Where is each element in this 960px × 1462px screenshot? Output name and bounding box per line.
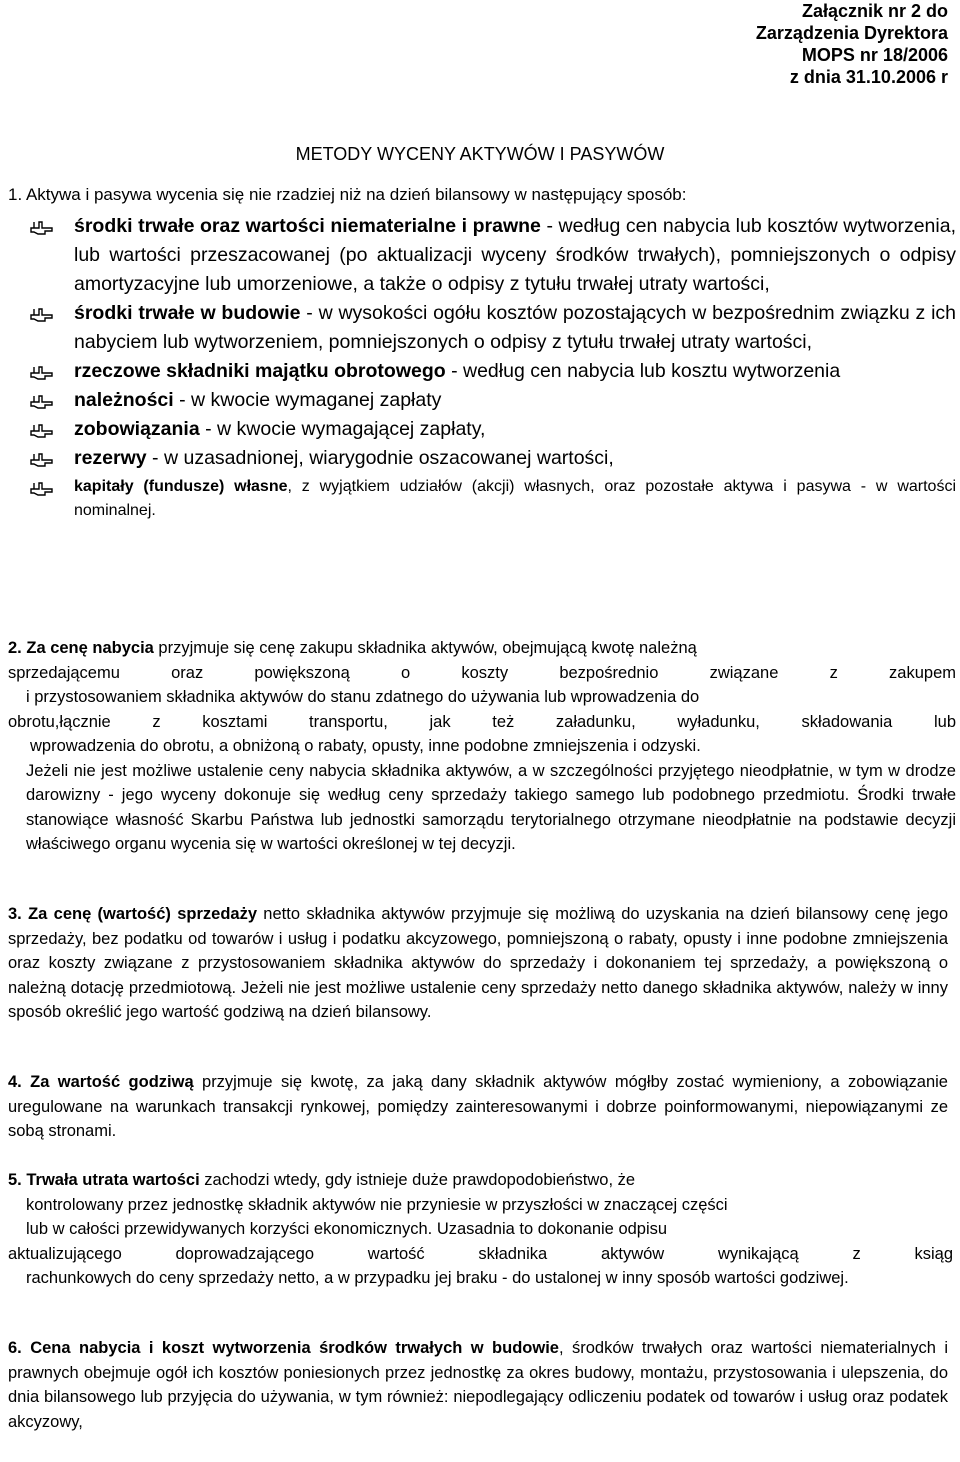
section-text: netto składnika aktywów przyjmuje się możliwą do uzyskania na dzień bilansowy cenę jego sprzedaży, bez podatku od towarów i usług i podatku akcyzowego, pomniejszoną o rabaty, opusty i inne podobne zmniejszenia oraz koszty związane z przystosowaniem składnika aktywów do sprzedaży i dokonaniem tej sprzedaży, a powiększoną o należną dotację przedmiotową. Jeżeli nie jest możliwe ustalenie ceny sprzedaży netto danego składnika aktywów, należy w inny sposób określić jego wartość godziwą na dzień bilansowy. bbox=[8, 905, 948, 1021]
section-4 bbox=[8, 1070, 948, 1144]
item-text: - w wysokości ogółu kosztów pozostających w bezpośrednim związku z ich nabyciem lub wytworzeniem, pomniejszonych o odpisy z tytułu trwałej utraty wartości, bbox=[74, 302, 956, 353]
section-term: Za cenę nabycia bbox=[26, 639, 154, 657]
section-text: , środków trwałych oraz wartości niematerialnych i prawnych obejmuje ogół ich kosztów poniesionych przez jednostkę za okres budowy, montażu, przystosowania i ulepszenia, do dnia bilansowego lub przyjęcia do używania, w tym również: niepodlegający odliczeniu podatek od towarów i usług oraz podatek akcyzowy, bbox=[8, 1339, 948, 1431]
section-term: Trwała utrata wartości bbox=[26, 1171, 200, 1189]
item-text: - w kwocie wymagającej zapłaty, bbox=[199, 418, 486, 440]
pointing-hand-icon bbox=[30, 364, 54, 382]
header-line: Załącznik nr 2 do bbox=[801, 1, 948, 21]
section-5-line: aktualizującego doprowadzającego wartość składnika aktywów wynikającą z ksiąg bbox=[8, 1244, 953, 1263]
section-number: 2. bbox=[8, 639, 22, 657]
list-item bbox=[30, 444, 956, 473]
section-number: 3. bbox=[8, 905, 22, 923]
pointing-hand-icon bbox=[30, 451, 54, 469]
list-item bbox=[30, 212, 956, 299]
list-item bbox=[30, 299, 956, 357]
section-3 bbox=[8, 902, 948, 1025]
section-2-line: i przystosowaniem składnika aktywów do stanu zdatnego do używania lub wprowadzenia do bbox=[26, 688, 700, 706]
attachment-header bbox=[756, 0, 948, 88]
item-term: rzeczowe składniki majątku obrotowego bbox=[74, 360, 446, 382]
item-text: , z wyjątkiem udziałów (akcji) własnych, oraz pozostałe aktywa i pasywa - w wartości nominalnej. bbox=[74, 478, 956, 519]
header-line: MOPS nr 18/2006 bbox=[801, 45, 948, 65]
section-2 bbox=[8, 636, 956, 857]
item-text: - według cen nabycia lub kosztów wytworzenia, lub wartości przeszacowanej (po aktualizacji wyceny środków trwałych), pomniejszonych o odpisy amortyzacyjne lub umorzeniowe, a także o odpisy z tytułu trwałej utraty wartości, bbox=[74, 215, 956, 295]
section-text: przyjmuje się cenę zakupu składnika aktywów, obejmującą kwotę należną bbox=[153, 639, 697, 657]
section-2-line: obrotu,łącznie z kosztami transportu, jak też załadunku, wyładunku, składowania lub bbox=[8, 712, 956, 731]
section-term: Cena nabycia i koszt wytworzenia środków trwałych w budowie bbox=[30, 1339, 559, 1357]
item-text: - według cen nabycia lub kosztu wytworzenia bbox=[445, 360, 841, 382]
section-number: 6. bbox=[8, 1339, 22, 1357]
list-item bbox=[30, 357, 956, 386]
item-term: należności bbox=[74, 389, 174, 411]
section-5 bbox=[8, 1168, 953, 1291]
list-item bbox=[30, 475, 956, 523]
item-term: kapitały (fundusze) własne bbox=[74, 478, 288, 495]
section-text: zachodzi wtedy, gdy istnieje duże prawdopodobieństwo, że bbox=[199, 1171, 636, 1189]
section-number: 4. bbox=[8, 1073, 22, 1091]
header-line: z dnia 31.10.2006 r bbox=[789, 67, 948, 87]
pointing-hand-icon bbox=[30, 306, 54, 324]
item-text: - w uzasadnionej, wiarygodnie oszacowanej wartości, bbox=[146, 447, 614, 469]
document-title: METODY WYCENY AKTYWÓW I PASYWÓW bbox=[295, 144, 665, 164]
section-term: Za wartość godziwą bbox=[30, 1073, 194, 1091]
section-5-line: lub w całości przewidywanych korzyści ekonomicznych. Uzasadnia to dokonanie odpisu bbox=[26, 1220, 668, 1238]
section-2-line: wprowadzenia do obrotu, a obniżoną o rabaty, opusty, inne podobne zmniejszenia i odzyski. bbox=[30, 737, 701, 755]
section-1-intro: 1. Aktywa i pasywa wycenia się nie rzadziej niż na dzień bilansowy w następujący sposób: bbox=[8, 185, 687, 204]
section-number: 5. bbox=[8, 1171, 22, 1189]
item-term: rezerwy bbox=[74, 447, 147, 469]
section-5-line bbox=[8, 1168, 953, 1193]
valuation-list bbox=[30, 212, 956, 523]
item-term: środki trwałe w budowie bbox=[74, 302, 301, 324]
section-2-line bbox=[8, 636, 956, 661]
list-item bbox=[30, 386, 956, 415]
section-6 bbox=[8, 1336, 948, 1434]
pointing-hand-icon bbox=[30, 480, 54, 498]
section-text: przyjmuje się kwotę, za jaką dany składnik aktywów mógłby zostać wymieniony, a zobowiązanie uregulowane na warunkach transakcji rynkowej, pomiędzy zainteresowanymi i dobrze poinformowanymi, niepowiązanymi ze sobą stronami. bbox=[8, 1073, 948, 1140]
pointing-hand-icon bbox=[30, 219, 54, 237]
section-2-line: Jeżeli nie jest możliwe ustalenie ceny nabycia składnika aktywów, a w szczególności przyjętego nieodpłatnie, w tym w drodze darowizny - jego wyceny dokonuje się według ceny sprzedaży takiego samego lub podobnego przedmiotu. Środki trwałe stanowiące własność Skarbu Państwa lub jednostki samorządu terytorialnego otrzymane nieodpłatnie na podstawie decyzji właściwego organu wycenia się w wartości określonej w tej decyzji. bbox=[26, 761, 956, 853]
section-2-line: sprzedającemu oraz powiększoną o koszty bezpośrednio związane z zakupem bbox=[8, 663, 956, 682]
list-item bbox=[30, 415, 956, 444]
item-term: środki trwałe oraz wartości niematerialne i prawne bbox=[74, 215, 541, 237]
header-line: Zarządzenia Dyrektora bbox=[755, 23, 948, 43]
item-term: zobowiązania bbox=[74, 418, 200, 440]
pointing-hand-icon bbox=[30, 422, 54, 440]
item-text: - w kwocie wymaganej zapłaty bbox=[173, 389, 442, 411]
pointing-hand-icon bbox=[30, 393, 54, 411]
section-term: Za cenę (wartość) sprzedaży bbox=[28, 905, 257, 923]
section-5-line: rachunkowych do ceny sprzedaży netto, a w przypadku jej braku - do ustalonej w inny sposób wartości godziwej. bbox=[26, 1269, 849, 1287]
section-5-line: kontrolowany przez jednostkę składnik aktywów nie przyniesie w przyszłości w znaczącej części bbox=[26, 1195, 728, 1214]
